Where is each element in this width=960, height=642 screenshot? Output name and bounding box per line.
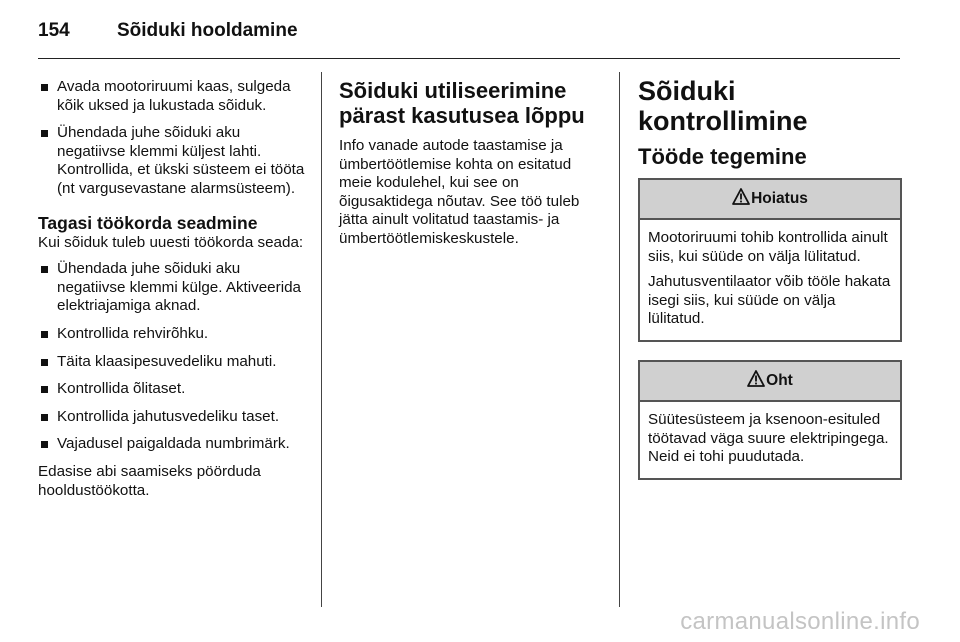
bullet-square-icon xyxy=(41,331,48,338)
list-item: Kontrollida õlitaset. xyxy=(38,380,310,399)
header-rule xyxy=(38,58,900,59)
danger-box xyxy=(638,360,902,480)
danger-box-body xyxy=(640,402,900,478)
list-item: Ühendada juhe sõiduki aku negatiivse klemmi külge. Aktiveerida elektriajamiga aknad. xyxy=(38,260,310,316)
paragraph: Jahutusventilaator võib tööle hakata isegi siis, kui süüde on välja lülitatud. xyxy=(648,273,891,328)
column-divider xyxy=(321,72,322,607)
list-item: Kontrollida jahutusvedeliku taset. xyxy=(38,408,310,427)
bullet-list xyxy=(38,260,310,454)
bullet-square-icon xyxy=(41,266,48,273)
bullet-square-icon xyxy=(41,414,48,421)
bullet-square-icon xyxy=(41,386,48,393)
section-heading: Sõiduki utiliseerimine pärast kasutusea lõppu xyxy=(339,78,585,128)
paragraph: Kui sõiduk tuleb uuesti töökorda seada: xyxy=(38,233,304,251)
warning-box xyxy=(638,178,902,342)
column-left xyxy=(38,78,310,508)
bullet-square-icon xyxy=(41,130,48,137)
list-item: Kontrollida rehvirõhku. xyxy=(38,325,310,344)
section-heading: Tööde tegemine xyxy=(638,144,807,169)
column-middle xyxy=(339,78,607,257)
section-heading: Tagasi töökorda seadmine xyxy=(38,212,258,233)
paragraph: Süütesüsteem ja ksenoon-esituled töötavad väga suure elektripingega. Neid ei tohi puudutada. xyxy=(648,410,889,466)
warning-triangle-icon xyxy=(732,188,750,211)
chapter-heading: Sõiduki kontrollimine xyxy=(638,76,808,136)
warning-triangle-icon xyxy=(747,370,765,393)
column-divider xyxy=(619,72,620,607)
paragraph: Edasise abi saamiseks pöörduda hooldustöökotta. xyxy=(38,462,261,499)
list-item: Täita klaasipesuvedeliku mahuti. xyxy=(38,353,310,372)
danger-box-header xyxy=(640,362,900,402)
danger-box-title: Oht xyxy=(766,371,793,389)
bullet-square-icon xyxy=(41,359,48,366)
page-number: 154 xyxy=(38,20,70,41)
paragraph: Mootoriruumi tohib kontrollida ainult siis, kui süüde on välja lülitatud. xyxy=(648,229,888,265)
paragraph: Info vanade autode taastamise ja ümbertöötlemise kohta on esitatud meie kodulehel, kui see on õigusaktidega nõutav. See töö tuleb jätta ainult volitatud taastamis- ja ümbertöötlemiskeskustele. xyxy=(339,137,580,247)
bullet-square-icon xyxy=(41,441,48,448)
warning-box-header xyxy=(640,180,900,220)
page-title: Sõiduki hooldamine xyxy=(117,20,298,41)
watermark: carmanualsonline.info xyxy=(680,608,920,635)
page-header xyxy=(38,20,298,46)
column-right xyxy=(638,78,902,498)
bullet-square-icon xyxy=(41,84,48,91)
warning-box-title: Hoiatus xyxy=(751,189,808,207)
bullet-list xyxy=(38,78,310,199)
list-item: Avada mootoriruumi kaas, sulgeda kõik uksed ja lukustada sõiduk. xyxy=(38,78,310,115)
warning-box-body xyxy=(640,220,900,340)
list-item: Ühendada juhe sõiduki aku negatiivse klemmi küljest lahti. Kontrollida, et ükski süsteem ei tööta (nt vargusevastane alarmsüsteem). xyxy=(38,124,310,198)
list-item: Vajadusel paigaldada numbrimärk. xyxy=(38,435,310,454)
